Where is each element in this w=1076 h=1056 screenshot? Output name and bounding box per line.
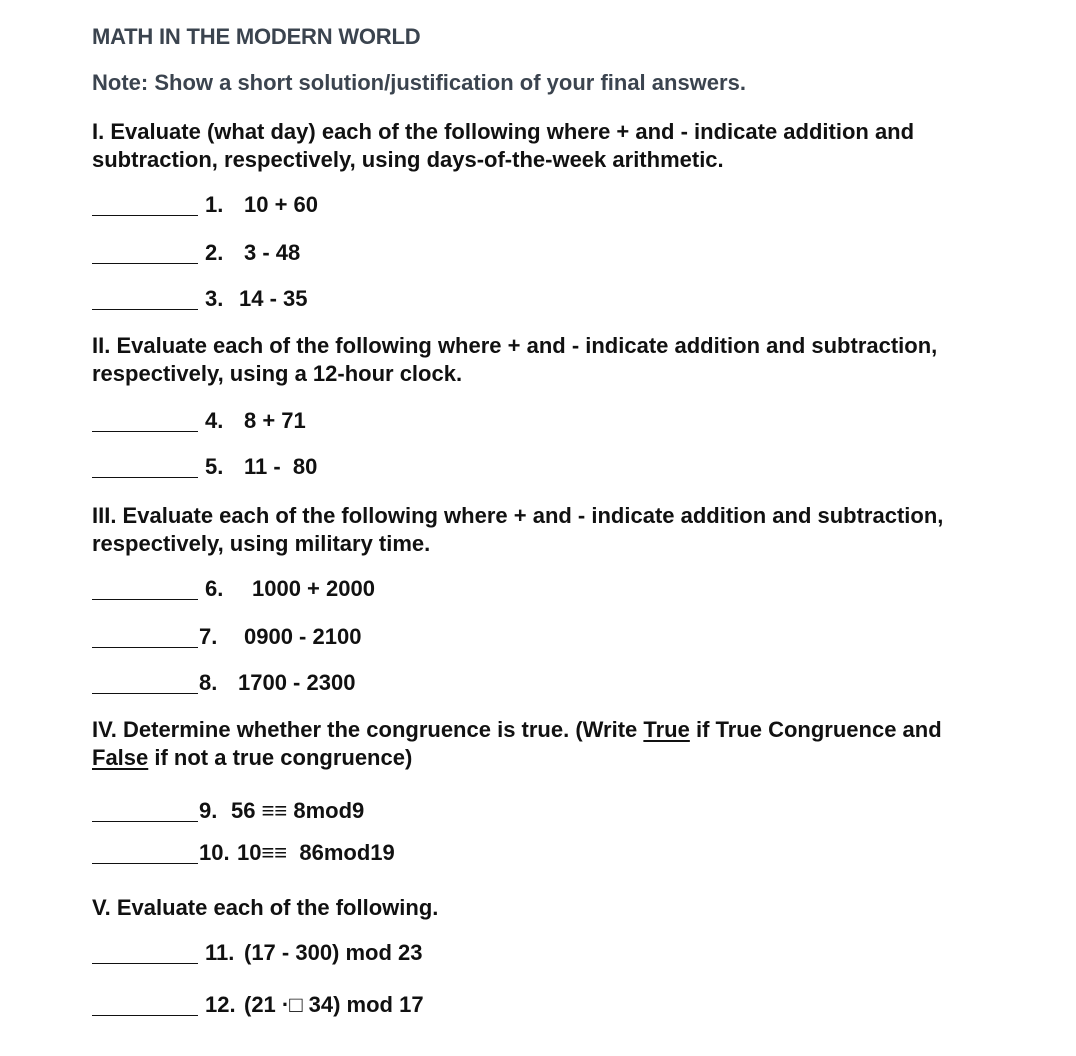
question-expression: 8 + 71 xyxy=(244,408,306,433)
section-3-heading: III. Evaluate each of the following where + and - indicate addition and subtraction, respectively, using military time. xyxy=(92,503,944,556)
answer-blank[interactable] xyxy=(92,863,198,864)
false-keyword: False xyxy=(92,745,149,770)
question-number: 9. xyxy=(199,798,218,823)
question-expression: 11 - 80 xyxy=(244,454,318,479)
question-expression: 14 - 35 xyxy=(239,286,308,311)
question-expression: 56 ≡≡ 8mod9 xyxy=(231,798,365,823)
question-number: 4. xyxy=(205,408,224,433)
answer-blank[interactable] xyxy=(92,477,198,478)
question-number: 6. xyxy=(205,576,224,601)
question-expression: (17 - 300) mod 23 xyxy=(244,940,423,965)
question-number: 3. xyxy=(205,286,224,311)
question-number: 11. xyxy=(205,940,235,965)
question-expression: 3 - 48 xyxy=(244,240,301,265)
true-keyword: True xyxy=(643,717,690,742)
section-4-heading xyxy=(92,716,992,772)
answer-blank[interactable] xyxy=(92,431,198,432)
page-title: MATH IN THE MODERN WORLD xyxy=(92,24,421,49)
question-number: 7. xyxy=(199,624,218,649)
section-4-heading-text: if not a true congruence) xyxy=(148,745,413,770)
question-number: 10. xyxy=(199,840,230,865)
section-1-heading: I. Evaluate (what day) each of the following where + and - indicate addition and subtraction, respectively, using days-of-the-week arithmetic. xyxy=(92,119,915,172)
question-number: 5. xyxy=(205,454,224,479)
section-4-heading-text: IV. Determine whether the congruence is true. (Write xyxy=(92,717,644,742)
question-expression: 10 + 60 xyxy=(244,192,319,217)
question-number: 1. xyxy=(205,192,224,217)
answer-blank[interactable] xyxy=(92,599,198,600)
answer-blank[interactable] xyxy=(92,263,198,264)
answer-blank[interactable] xyxy=(92,693,198,694)
question-expression: (21 ·□ 34) mod 17 xyxy=(244,992,424,1017)
section-4-heading-text: if True Congruence and xyxy=(689,717,942,742)
question-number: 2. xyxy=(205,240,224,265)
question-number: 12. xyxy=(205,992,236,1017)
answer-blank[interactable] xyxy=(92,963,198,964)
question-expression: 10≡≡ 86mod19 xyxy=(237,840,395,865)
question-expression: 0900 - 2100 xyxy=(244,624,362,649)
question-number: 8. xyxy=(199,670,218,695)
answer-blank[interactable] xyxy=(92,309,198,310)
answer-blank[interactable] xyxy=(92,647,198,648)
section-5-heading: V. Evaluate each of the following. xyxy=(92,895,439,920)
answer-blank[interactable] xyxy=(92,215,198,216)
question-expression: 1700 - 2300 xyxy=(238,670,356,695)
question-expression: 1000 + 2000 xyxy=(252,576,375,601)
answer-blank[interactable] xyxy=(92,1015,198,1016)
instructions-note: Note: Show a short solution/justification of your final answers. xyxy=(92,70,746,95)
section-2-heading: II. Evaluate each of the following where + and - indicate addition and subtraction, respectively, using a 12-hour clock. xyxy=(92,333,938,386)
answer-blank[interactable] xyxy=(92,821,198,822)
